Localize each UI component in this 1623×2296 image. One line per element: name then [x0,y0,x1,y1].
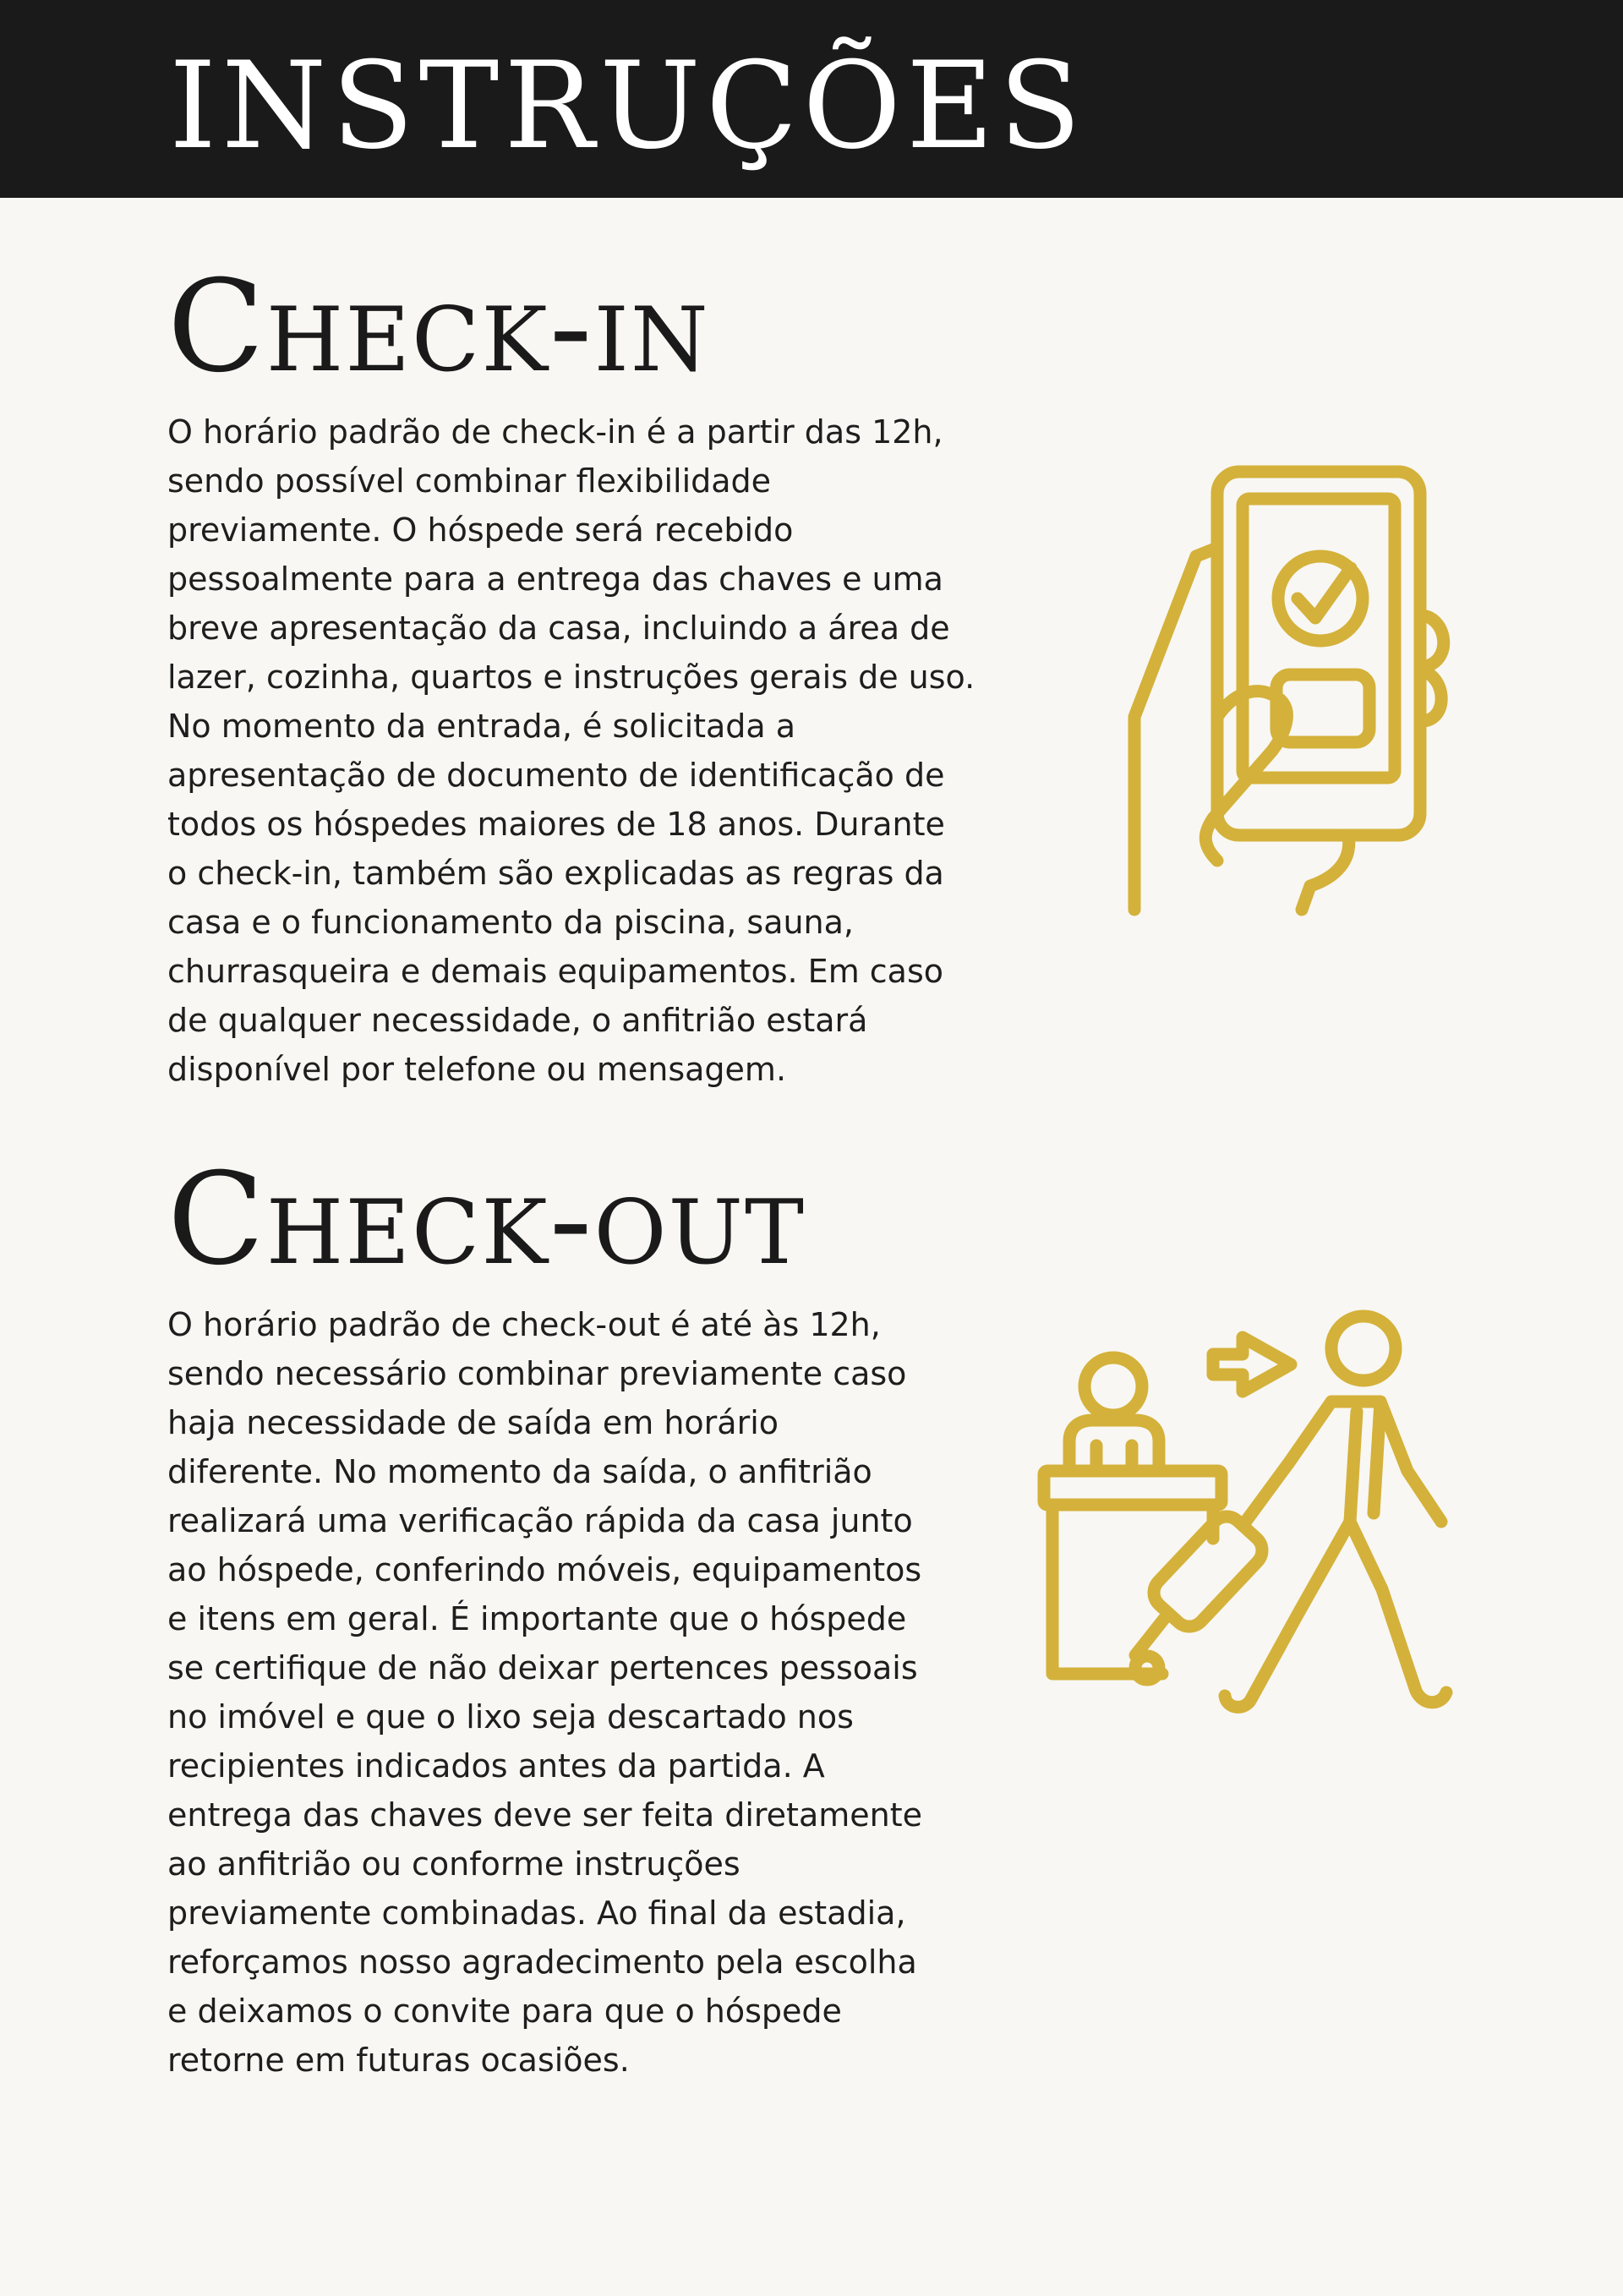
hand-phone-checkmark-icon [1124,463,1462,920]
page-title: INSTRUÇÕES [169,36,1086,176]
header-bar [0,0,1623,198]
checkout-text: O horário padrão de check-out é até às 12h, sendo necessário combinar previamente caso haja necessidade de saída em horário diferente. No momento da saída, o anfitrião realizará uma verificação rápida da casa junto ao hóspede, conferindo móveis, equipamentos e itens em geral. É importante que o hóspede se certifique de não deixar pertences pessoais no imóvel e que o lixo seja descartado nos recipientes indicados antes da partida. A entrega das chaves deve ser feita diretamente ao anfitrião ou conforme instruções previamente combinadas. Ao final da estadia, reforçamos nosso agradecimento pela escolha e deixamos o convite para que o hóspede retorne em futuras ocasiões. [167,1306,922,2079]
checkout-heading: Check-out [167,1146,806,1293]
checkin-text: O horário padrão de check-in é a partir das 12h, sendo possível combinar flexibilidade previamente. O hóspede será recebido pessoalmente para a entrega das chaves e uma breve apresentação da casa, incluindo a área de lazer, cozinha, quartos e instruções gerais de uso. No momento da entrada, é solicitada a apresentação de documento de identificação de todos os hóspedes maiores de 18 anos. Durante o check-in, também são explicadas as regras da casa e o funcionamento da piscina, sauna, churrasqueira e demais equipamentos. Em caso de qualquer necessidade, o anfitrião estará disponível por telefone ou mensagem. [167,413,975,1088]
reception-departure-icon [1036,1302,1467,1725]
checkin-heading: Check-in [167,254,710,401]
